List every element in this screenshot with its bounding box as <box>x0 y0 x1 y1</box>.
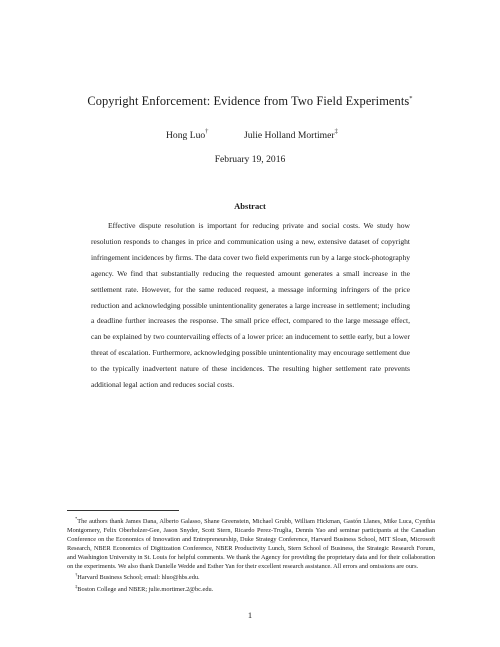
paper-title-text: Copyright Enforcement: Evidence from Two Field Experiments <box>87 94 410 108</box>
footnote-mark: † <box>75 572 78 578</box>
author-2 <box>244 128 338 141</box>
author-2-name: Julie Holland Mortimer <box>244 130 335 141</box>
footnote-text: The authors thank James Dana, Alberto Galasso, Shane Greenstein, Michael Grubb, William Hickman, Gastón Llanes, Mike Luca, Cynthia Montgomery, Felix Oberholzer-Gee, Jason Snyder, Scott Stern, Ricardo Perez-Truglia, Dennis Yao and seminar participants at the Canadian Conference on the Economics of Innovation and Entrepreneurship, Duke Strategy Conference, Harvard Business School, MIT Sloan, Microsoft Research, NBER Economics of Digitization Conference, NBER Productivity Lunch, Stern School of Business, the Strategic Research Forum, and Washington University in St. Louis for helpful comments. We thank the Agency for providing the proprietary data and for their collaboration on the experiments. We also thank Danielle Wedde and Esther Yan for their excellent research assistance. All errors and omissions are ours. <box>67 518 435 570</box>
title-footnote-mark: * <box>409 95 413 102</box>
paper-date: February 19, 2016 <box>214 154 286 165</box>
footnote-text: Boston College and NBER; julie.mortimer.2@bc.edu. <box>77 586 214 594</box>
author-1 <box>166 128 208 141</box>
abstract-text: Effective dispute resolution is important for reducing private and social costs. We study how resolution responds to changes in price and communication using a new, extensive dataset of copyright infringement incidences by firms. The data cover two field experiments run by a large stock-photography agency. We find that substantially reducing the requested amount generates a small increase in the settlement rate. However, for the same reduced request, a message informing infringers of the price reduction and acknowledging possible unintentionality generates a large increase in settlement; including a deadline further increases the response. The small price effect, compared to the large message effect, can be explained by two countervailing effects of a lower price: an inducement to settle early, but a lower threat of escalation. Furthermore, acknowledging possible unintentionality may encourage settlement due to the typically inadvertent nature of these incidences. The resulting higher settlement rate prevents additional legal action and reduces social costs. <box>91 221 410 390</box>
paper-title <box>0 94 500 109</box>
footnote-acknowledgements <box>67 515 435 571</box>
footnotes <box>67 515 435 595</box>
footnote-author-2 <box>67 583 435 595</box>
footnote-mark: * <box>75 516 78 521</box>
author-1-mark: † <box>205 128 209 135</box>
page-number: 1 <box>247 610 253 620</box>
author-1-name: Hong Luo <box>166 130 206 141</box>
footnote-text: Harvard Business School; email: hluo@hbs.edu. <box>77 574 200 582</box>
author-2-mark: ‡ <box>334 128 338 135</box>
footnote-divider <box>67 510 179 511</box>
abstract-heading: Abstract <box>234 201 266 211</box>
footnote-mark: ‡ <box>75 584 78 590</box>
footnote-author-1 <box>67 571 435 583</box>
